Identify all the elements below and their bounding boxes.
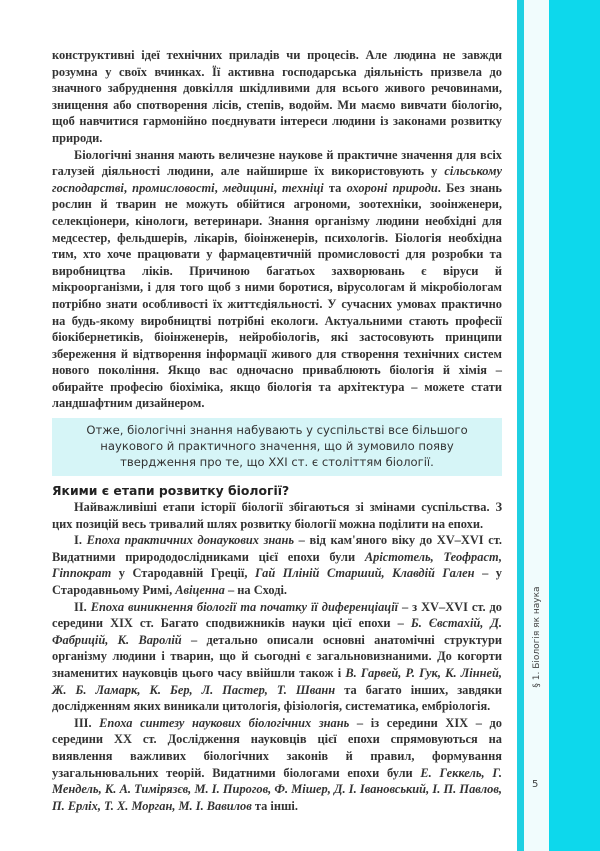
emphasis: техніці	[282, 180, 324, 195]
epoch-number: II.	[74, 599, 91, 614]
epoch-title: Епоха практичних донаукових знань	[86, 533, 295, 548]
text: . Без знань рослин й тварин не можуть обійтися агрономи, зоотехніки, зооінженери, селекціонери, кінологи, ветеринари. Знання організму людини необхідні для медсестер, фельдшерів, лікарів, біоінженерів, психологів. Біологія необхідна тим, хто хоче працювати у фармацевтичній промисловості для розробки та виробництва ліків. Причиною багатьох захворювань є віруси й мікроорганізми, і для того щоб з ними боротися, вірусологам й мікробіологам потрібно знати особливості їх життєдіяльності. У сучасних умовах практично на будь-якому виробництві потрібні екологи. Актуальними стають професії біокібернетиків, біоінженерів, нейробіологів, які застосовують принципи збереження й відтворення інформації живого для створення технічних систем нового покоління. Якщо вас одночасно приваблюють біологія й хімія – обирайте професію біохіміка, якщо біологія та архітектура – можете стати ландшафтним дизайнером.	[52, 180, 502, 411]
summary-callout: Отже, біологічні знання набувають у суспільстві все більшого наукового й практичного значення, що й зумовило появу твердження про те, що XXI ст. є століттям біології.	[52, 418, 502, 476]
text: – із середини XIX – до середини XX ст. Дослідження науковців цієї епохи спрямовуються на виявлення важливих біологічних законів й правил, формування узагальнювальних теорій. Видатними біологами епохи були	[52, 715, 502, 780]
names: В. Гарвей, Р. Гук, К. Лінней, Ж. Б. Ламарк, К. Бер, Л. Пастер, Т. Шванн	[52, 666, 502, 697]
text: – детально описали основні анатомічні структури організму людини і тварин, що й сьогодні є загальновизнаними. До когорти знаменитих науковців цього часу ввійшли також і	[52, 632, 502, 680]
running-head: § 1. Біологія як наука	[532, 586, 542, 688]
epoch-number: I.	[74, 533, 87, 548]
text: ,	[273, 180, 283, 195]
margin-column	[524, 0, 549, 851]
decorative-cyan-strip-wide	[549, 0, 600, 851]
text: ,	[123, 180, 133, 195]
emphasis: сільському господарстві	[52, 164, 502, 195]
text: у Стародавній Греції,	[111, 566, 255, 581]
text: ,	[214, 180, 223, 195]
epoch-title: Епоха синтезу наукових біологічних знань	[99, 715, 350, 730]
emphasis: медицині	[222, 180, 274, 195]
emphasis: охороні природи	[346, 180, 438, 195]
names: Арістотель, Теофраст, Гіппократ	[52, 549, 502, 581]
text: Біологічні знання мають величезне наукове й практичне значення для всіх галузей діяльності людини, але найширше їх використовують у	[52, 147, 502, 179]
text: та	[323, 180, 347, 195]
emphasis: промисловості	[132, 180, 215, 195]
paragraph-significance	[52, 147, 502, 413]
paragraph-stages-intro: Найважливіші етапи історії біології збігаються зі змінами суспільства. З цих позицій весь тривалий шлях розвитку біології можна поділити на епохи.	[52, 500, 502, 531]
text: – на Сході.	[224, 583, 288, 598]
names: Б. Євстахій, Д. Фабрицій, К. Варолій	[52, 616, 502, 647]
epoch-title: Епоха виникнення біології та початку її диференціації	[90, 599, 399, 614]
paragraph-intro: конструктивні ідеї технічних приладів чи процесів. Але людина не завжди розумна у своїх вчинках. Її активна господарська діяльність призвела до значного забруднення довкілля шкідливими для всього живого речовинами, знищення або спотворення лісів, степів, водойм. Ми маємо вивчати біологію, щоб навчитися гармонійно поєднувати інтереси людини із законами розвитку природи.	[52, 48, 502, 145]
text: – від кам'яного віку до XV–XVI ст. Видатними природодослідниками цієї епохи були	[52, 533, 502, 564]
names: Гай Пліній Старший, Клавдій Гален	[254, 566, 475, 581]
page-number: 5	[532, 779, 539, 790]
section-heading: Якими є етапи розвитку біології?	[52, 483, 290, 499]
text: – у Стародавньому Римі,	[52, 566, 502, 598]
paragraph-epoch-1	[52, 532, 502, 598]
names: Авіценна	[175, 583, 225, 598]
epoch-number: III.	[74, 715, 100, 730]
text: – з XV–XVI ст. до середини XIX ст. Багато сподвижників науки цієї епохи –	[52, 599, 503, 631]
paragraph-epoch-3	[52, 715, 502, 815]
text: та інші.	[251, 798, 298, 813]
text: та багато інших, завдяки дослідженням яких виникали цитологія, фізіологія, систематика, ембріологія.	[52, 682, 503, 714]
names: Е. Геккель, Г. Мендель, К. А. Тимірязєв, М. І. Пирогов, Ф. Мішер, Д. І. Івановський, І. П. Павлов, П. Ерліх, Т. Х. Морган, М. І. Вавилов	[52, 765, 502, 813]
paragraph-epoch-2	[52, 599, 502, 715]
decorative-cyan-strip-thin	[517, 0, 524, 851]
page-body	[52, 47, 502, 814]
